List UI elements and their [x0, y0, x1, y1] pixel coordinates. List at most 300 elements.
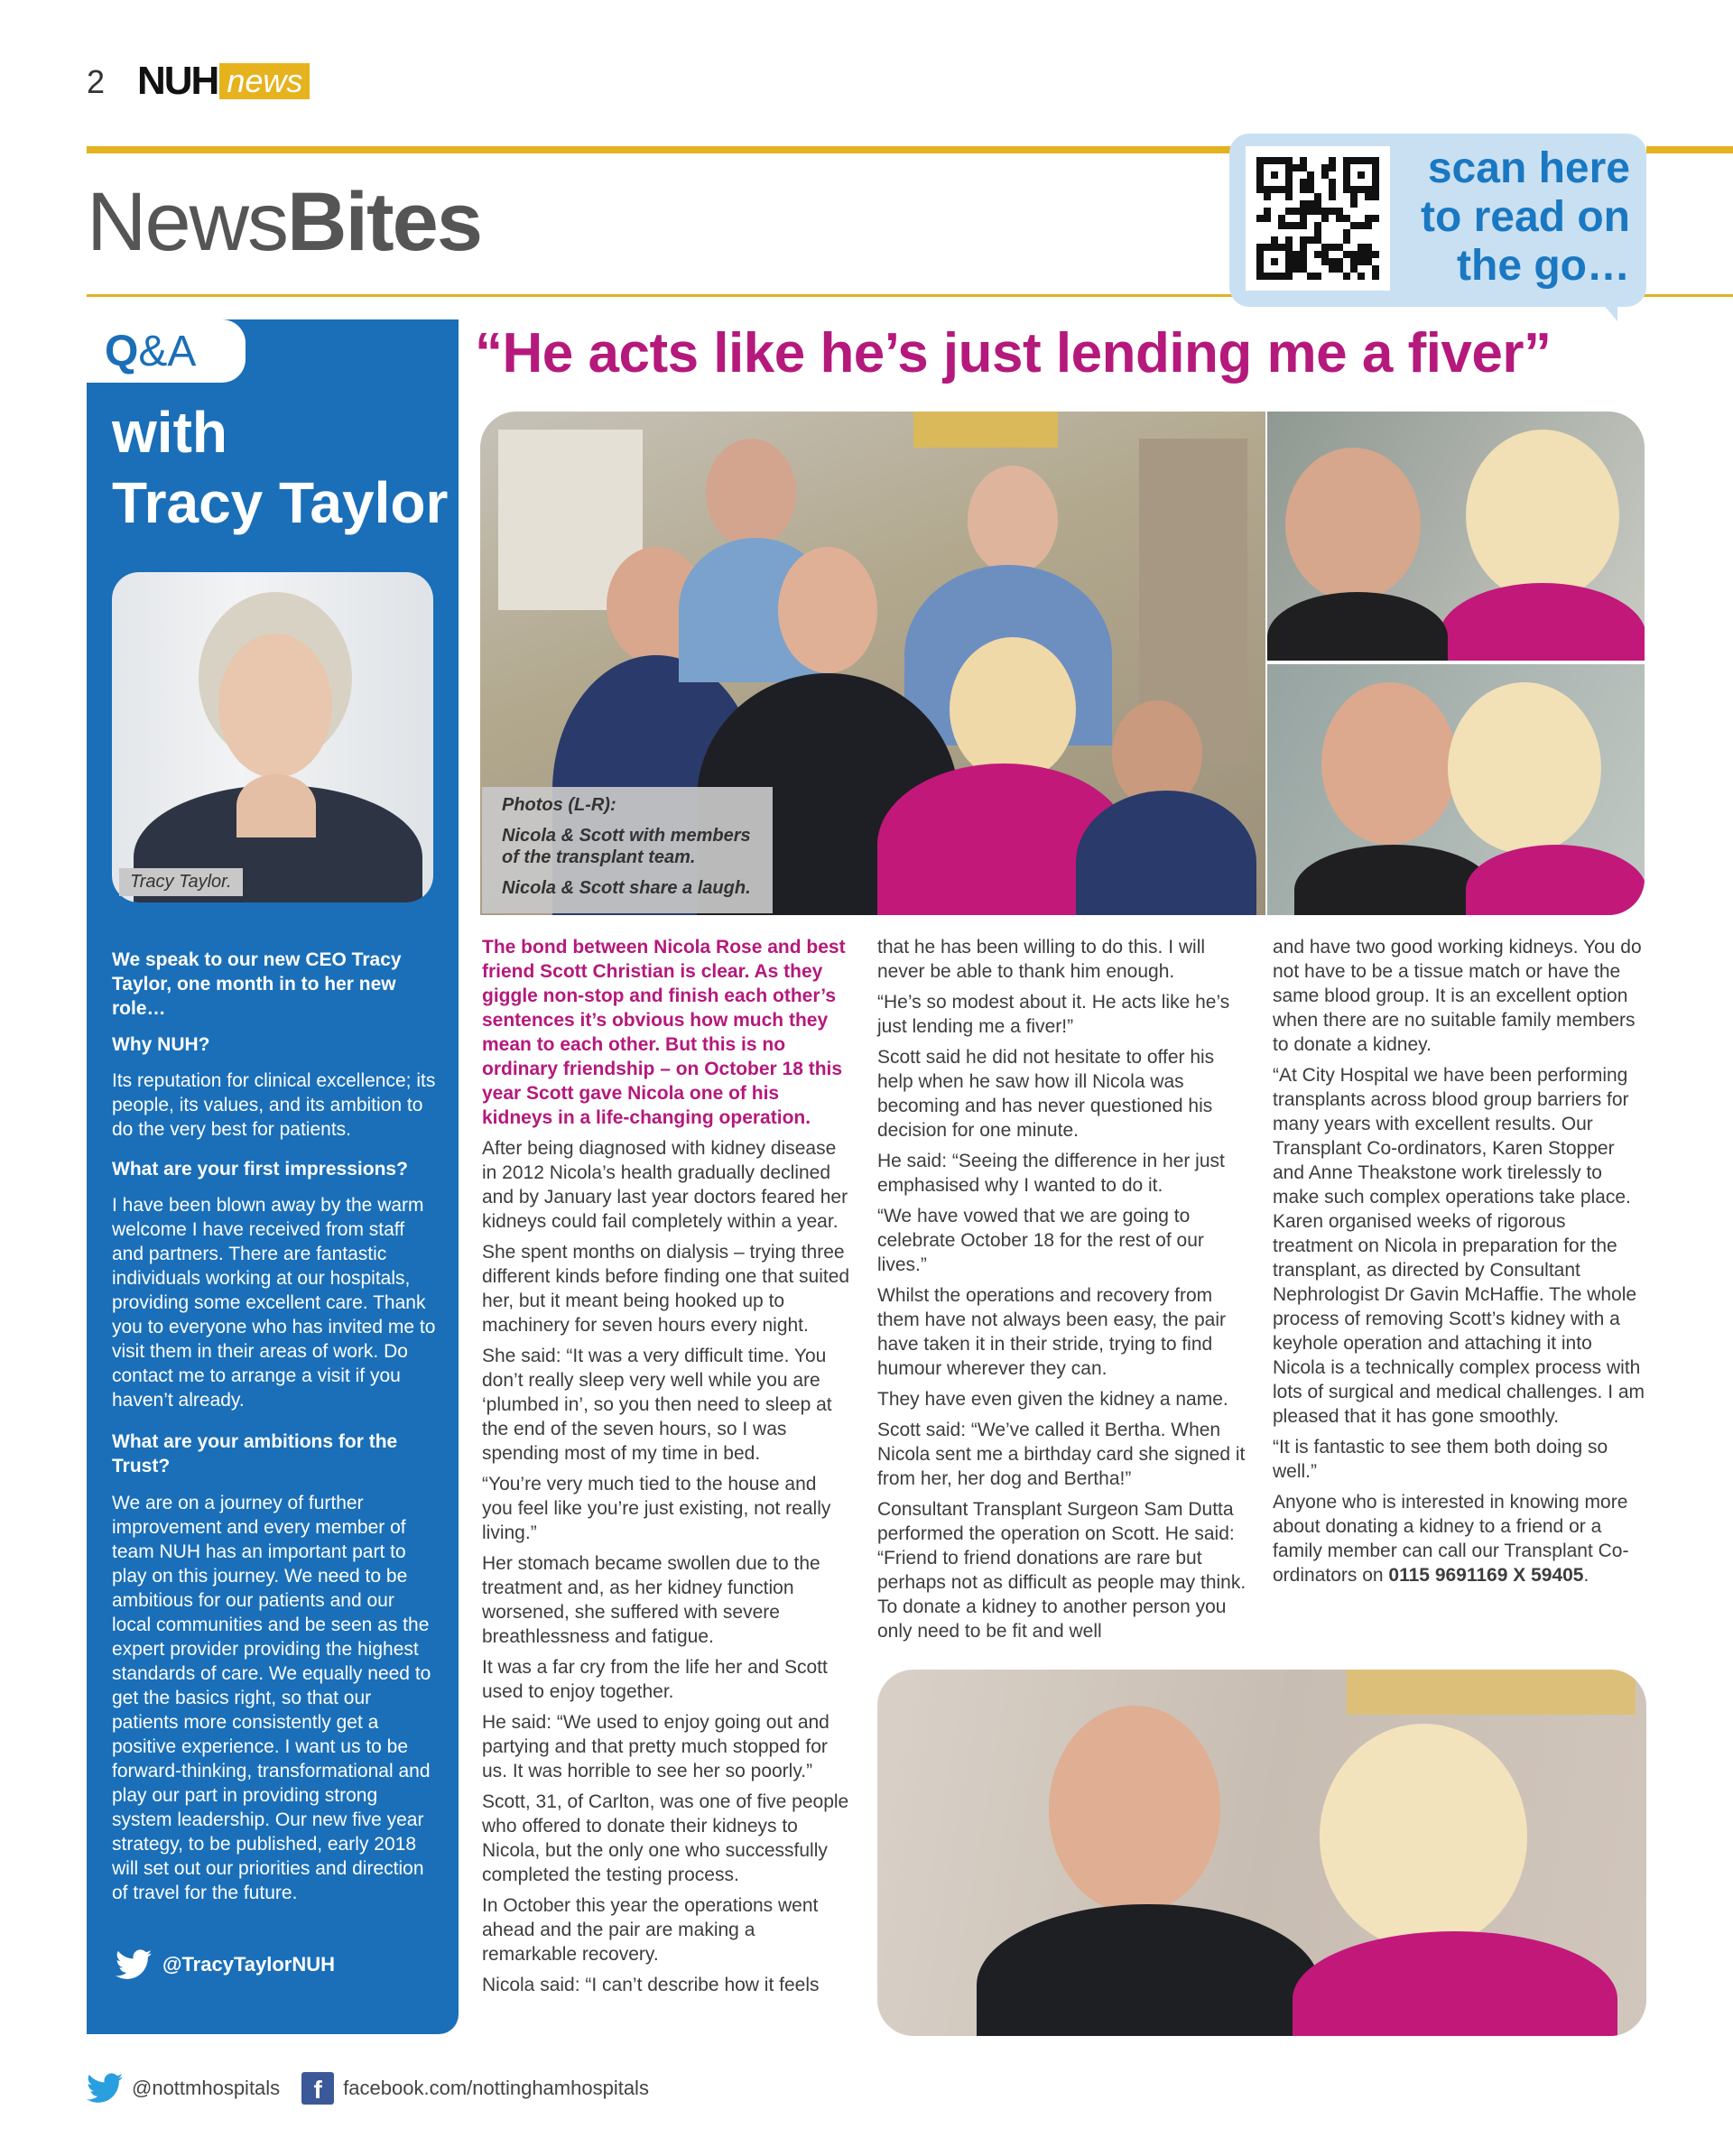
qr-module	[1358, 251, 1365, 258]
qr-module	[1358, 171, 1365, 179]
qa-answer-1: Its reputation for clinical excellence; its people, its values, and its ambition to do the very best for patients.	[112, 1070, 436, 1140]
qr-module	[1336, 236, 1343, 244]
qr-module	[1300, 229, 1307, 236]
footer-facebook-url: facebook.com/nottinghamhospitals	[343, 2077, 649, 2099]
qr-module	[1314, 244, 1321, 251]
qr-module	[1285, 265, 1293, 273]
qr-module	[1271, 157, 1278, 164]
qr-module	[1256, 179, 1264, 186]
article-closing-paragraph	[1273, 1490, 1646, 1587]
article-paragraph: Scott said: “We’ve called it Bertha. When Nicola sent me a birthday card she signed it from her, her dog and Bertha!”	[877, 1420, 1246, 1489]
qr-line-3: the go…	[1457, 242, 1630, 290]
qr-module	[1372, 258, 1379, 265]
qr-module	[1343, 258, 1350, 265]
qr-module	[1264, 164, 1271, 171]
article-paragraph: Whilst the operations and recovery from them have not always been easy, the pair have taken it in their stride, trying to find humour wherever they can.	[877, 1285, 1227, 1379]
qr-module	[1278, 193, 1285, 200]
qr-module	[1300, 273, 1307, 280]
qr-module	[1307, 164, 1314, 171]
qr-module	[1264, 215, 1271, 222]
qr-module	[1336, 258, 1343, 265]
qr-module	[1264, 236, 1271, 244]
qr-module	[1307, 229, 1314, 236]
qr-module	[1329, 236, 1336, 244]
article-paragraph: Scott said he did not hesitate to offer his help when he saw how ill Nicola was becoming and has never questioned his decision for one minute.	[877, 1047, 1215, 1141]
qr-module	[1358, 164, 1365, 171]
qr-module	[1285, 193, 1293, 200]
qr-module	[1307, 200, 1314, 208]
qa-question-2: What are your first impressions?	[112, 1159, 408, 1180]
nicola-head-portrait	[1320, 1724, 1527, 1949]
qr-module	[1321, 208, 1329, 215]
ceo-twitter-link[interactable]	[116, 1949, 335, 1980]
footer-facebook-link[interactable]	[301, 2072, 649, 2105]
qa-heading	[112, 397, 455, 538]
scott-body-hug	[1294, 845, 1493, 915]
qa-heading-line-1: with	[112, 400, 227, 465]
qr-module	[1314, 273, 1321, 280]
qr-module	[1358, 157, 1365, 164]
section-title	[87, 177, 481, 267]
qr-module	[1256, 171, 1264, 179]
qr-module	[1271, 251, 1278, 258]
qr-module	[1300, 208, 1307, 215]
qr-module	[1278, 157, 1285, 164]
qr-module	[1256, 222, 1264, 229]
portrait-caption: Tracy Taylor.	[119, 868, 243, 896]
logo-nuh-text: NUH	[137, 59, 218, 103]
qr-module	[1365, 157, 1372, 164]
qa-answer-2: I have been blown away by the warm welcome I have received from staff and partners. There are fantastic individuals working at our hospitals, providing some excellent care. Thank you to everyone who has invited me to visit them in their areas of work. Do contact me to arrange a visit if you haven’t already.	[112, 1195, 436, 1411]
qr-module	[1336, 179, 1343, 186]
qr-module	[1314, 157, 1321, 164]
qr-module	[1343, 157, 1350, 164]
qr-module	[1264, 258, 1271, 265]
article-paragraph: They have even given the kidney a name.	[877, 1389, 1228, 1410]
qr-module	[1271, 215, 1278, 222]
qr-module	[1264, 186, 1271, 193]
portrait-face	[218, 634, 332, 778]
qr-module	[1293, 273, 1300, 280]
qr-module	[1365, 236, 1372, 244]
qr-module	[1321, 258, 1329, 265]
qr-module	[1372, 157, 1379, 164]
qr-module	[1336, 208, 1343, 215]
qr-module	[1278, 251, 1285, 258]
qr-module	[1271, 236, 1278, 244]
qr-module	[1365, 265, 1372, 273]
qr-module	[1256, 208, 1264, 215]
qr-module	[1256, 236, 1264, 244]
article-paragraph: “At City Hospital we have been performing transplants across blood group barriers for many years with excellent results. Our Transplant Co-ordinators, Karen Stopper and Anne Theakstone work tirelessly to make such complex operations take place. Karen organised weeks of rigorous treatment on Nicola in preparation for the transplant, as directed by Consultant Nephrologist Dr Gavin McHaffie. The whole process of removing Scott’s kidney with a keyhole operation and attaching it into Nicola is a technically complex process with lots of surgical and medical challenges. I am pleased that it has gone smoothly.	[1273, 1065, 1645, 1427]
qr-module	[1278, 236, 1285, 244]
qr-prompt	[1399, 144, 1630, 291]
qr-module	[1293, 215, 1300, 222]
qr-module	[1372, 222, 1379, 229]
qr-module	[1350, 222, 1358, 229]
qr-module	[1343, 229, 1350, 236]
page-number: 2	[87, 63, 106, 100]
qr-module	[1329, 208, 1336, 215]
qr-module	[1336, 200, 1343, 208]
qr-module	[1307, 244, 1314, 251]
article-paragraph: Nicola said: “I can’t describe how it feels	[482, 1975, 820, 1995]
qr-module	[1329, 251, 1336, 258]
qr-module	[1264, 171, 1271, 179]
qr-module	[1300, 186, 1307, 193]
qr-module	[1329, 179, 1336, 186]
qr-module	[1350, 265, 1358, 273]
qr-module	[1365, 171, 1372, 179]
qr-module	[1307, 186, 1314, 193]
qr-module	[1300, 171, 1307, 179]
qa-tab-label	[105, 327, 196, 377]
qr-module	[1358, 236, 1365, 244]
qr-module	[1314, 215, 1321, 222]
qa-question-1: Why NUH?	[112, 1034, 210, 1055]
qr-module	[1278, 200, 1285, 208]
qr-module	[1285, 200, 1293, 208]
qr-module	[1278, 265, 1285, 273]
qr-module	[1358, 222, 1365, 229]
article-paragraph: Consultant Transplant Surgeon Sam Dutta performed the operation on Scott. He said: “Friend to friend donations are rare but perhaps not as difficult as people may think. To donate a kidney to another person you only need to be fit and well	[877, 1499, 1246, 1642]
article-paragraph: She spent months on dialysis – trying three different kinds before finding one that suited her, but it meant being hooked up to machinery for seven hours every night.	[482, 1242, 850, 1336]
qr-module	[1307, 251, 1314, 258]
qr-module	[1264, 265, 1271, 273]
qr-module	[1343, 200, 1350, 208]
qr-module	[1321, 265, 1329, 273]
article-paragraph: “We have vowed that we are going to celebrate October 18 for the rest of our lives.”	[877, 1206, 1204, 1275]
qr-module	[1300, 258, 1307, 265]
qr-module	[1300, 215, 1307, 222]
qr-module	[1321, 222, 1329, 229]
twitter-bird-icon	[116, 1949, 152, 1980]
qr-module	[1321, 164, 1329, 171]
qr-module	[1300, 157, 1307, 164]
scott-body-laugh	[1267, 592, 1448, 661]
qr-module	[1293, 251, 1300, 258]
qr-module	[1372, 265, 1379, 273]
nicola-head-hug	[1448, 682, 1601, 854]
qr-module	[1300, 193, 1307, 200]
qr-module	[1256, 258, 1264, 265]
qr-module	[1264, 193, 1271, 200]
qa-question-3: What are your ambitions for the Trust?	[112, 1431, 398, 1476]
qr-module	[1358, 273, 1365, 280]
qr-module	[1271, 193, 1278, 200]
qa-intro: We speak to our new CEO Tracy Taylor, one month in to her new role…	[112, 949, 402, 1019]
qr-module	[1307, 157, 1314, 164]
top-yellow-rule-right	[1646, 146, 1733, 153]
qr-module	[1264, 222, 1271, 229]
qr-module	[1329, 229, 1336, 236]
qr-module	[1307, 193, 1314, 200]
qr-module	[1307, 273, 1314, 280]
qr-module	[1321, 236, 1329, 244]
qa-tab-q: Q	[105, 328, 139, 375]
qr-module	[1293, 157, 1300, 164]
qr-module	[1278, 244, 1285, 251]
qr-module	[1336, 157, 1343, 164]
qr-module	[1358, 179, 1365, 186]
qr-module	[1365, 164, 1372, 171]
qr-module	[1293, 244, 1300, 251]
qr-module	[1321, 171, 1329, 179]
article-paragraph: “It is fantastic to see them both doing so well.”	[1273, 1437, 1608, 1482]
qr-module	[1307, 236, 1314, 244]
qr-module	[1264, 273, 1271, 280]
qr-module	[1329, 193, 1336, 200]
qr-module	[1329, 164, 1336, 171]
article-paragraph: Scott, 31, of Carlton, was one of five people who offered to donate their kidneys to Nicola, but the only one who successfully completed the testing process.	[482, 1791, 849, 1885]
qr-module	[1336, 251, 1343, 258]
qr-module	[1329, 258, 1336, 265]
qr-module	[1358, 200, 1365, 208]
qr-module	[1271, 179, 1278, 186]
qr-module	[1343, 251, 1350, 258]
qr-module	[1314, 251, 1321, 258]
qr-module	[1314, 222, 1321, 229]
qr-module	[1300, 200, 1307, 208]
qr-module	[1372, 193, 1379, 200]
article-headline: “He acts like he’s just lending me a fiver”	[475, 322, 1552, 384]
qr-module	[1300, 222, 1307, 229]
top-yellow-rule	[87, 146, 1242, 153]
footer-twitter-link[interactable]	[87, 2073, 280, 2104]
qr-module	[1321, 200, 1329, 208]
qr-module	[1307, 179, 1314, 186]
qr-module	[1350, 236, 1358, 244]
footer-twitter-handle: @nottmhospitals	[132, 2077, 281, 2099]
qr-module	[1358, 265, 1365, 273]
qr-module	[1271, 222, 1278, 229]
qr-module	[1256, 215, 1264, 222]
qr-module	[1307, 258, 1314, 265]
qr-module	[1271, 258, 1278, 265]
closing-text: Anyone who is interested in knowing more about donating a kidney to a friend or a family member can call our Transplant Co-ordinators on	[1273, 1492, 1629, 1586]
person-4-head	[778, 547, 877, 673]
qr-module	[1264, 179, 1271, 186]
qr-module	[1372, 200, 1379, 208]
qr-module	[1372, 171, 1379, 179]
qr-module	[1278, 215, 1285, 222]
qr-module	[1307, 222, 1314, 229]
qr-module	[1343, 222, 1350, 229]
qr-module	[1307, 215, 1314, 222]
qr-module	[1264, 251, 1271, 258]
qr-module	[1336, 244, 1343, 251]
scott-head-portrait	[1049, 1706, 1220, 1913]
qr-module	[1300, 265, 1307, 273]
qr-module	[1358, 229, 1365, 236]
person-3-head	[968, 466, 1058, 574]
qr-module	[1365, 244, 1372, 251]
qr-module	[1300, 164, 1307, 171]
qa-heading-line-2: Tracy Taylor	[112, 470, 449, 535]
qr-module	[1365, 215, 1372, 222]
qr-module	[1285, 164, 1293, 171]
nicola-scott-hug-photo	[1267, 664, 1645, 915]
qr-module	[1321, 215, 1329, 222]
qr-module	[1372, 251, 1379, 258]
qr-module	[1278, 186, 1285, 193]
qr-module	[1278, 171, 1285, 179]
article-paragraph: It was a far cry from the life her and Scott used to enjoy together.	[482, 1657, 828, 1702]
qr-module	[1329, 265, 1336, 273]
qr-module	[1321, 273, 1329, 280]
nuh-news-logo	[137, 60, 310, 103]
qr-module	[1350, 273, 1358, 280]
section-title-bold: Bites	[287, 176, 482, 268]
qr-module	[1314, 171, 1321, 179]
article-paragraph: Her stomach became swollen due to the treatment and, as her kidney function worsened, she suffered with severe breathlessness and fatigue.	[482, 1553, 820, 1647]
qr-module	[1285, 229, 1293, 236]
twitter-bird-icon	[87, 2073, 123, 2104]
qr-module	[1365, 273, 1372, 280]
qr-module	[1271, 244, 1278, 251]
qr-module	[1314, 265, 1321, 273]
qr-module	[1343, 179, 1350, 186]
portrait-neckline	[236, 774, 316, 837]
qr-module	[1293, 200, 1300, 208]
qr-module	[1372, 164, 1379, 171]
scott-head-laugh	[1285, 448, 1421, 601]
qr-module	[1271, 200, 1278, 208]
qr-module	[1307, 171, 1314, 179]
qr-module	[1350, 164, 1358, 171]
qr-module	[1365, 251, 1372, 258]
qr-module	[1343, 244, 1350, 251]
qr-code-pattern	[1256, 157, 1379, 280]
qr-line-2: to read on	[1420, 193, 1630, 241]
qr-module	[1358, 186, 1365, 193]
article-paragraph: that he has been willing to do this. I will never be able to thank him enough.	[877, 937, 1206, 982]
qr-module	[1343, 215, 1350, 222]
qr-module	[1350, 251, 1358, 258]
article-paragraph: She said: “It was a very difficult time. You don’t really sleep very well while you are ‘plumbed in’, so you then need to sleep at the end of the seven hours, so I was spending most of my time in bed.	[482, 1346, 832, 1464]
qr-module	[1278, 229, 1285, 236]
qr-module	[1307, 208, 1314, 215]
photo-caption-title: Photos (L-R):	[502, 795, 616, 815]
qr-module	[1293, 171, 1300, 179]
logo-news-text: news	[219, 63, 310, 99]
qr-module	[1271, 273, 1278, 280]
qr-module	[1285, 273, 1293, 280]
qr-module	[1365, 200, 1372, 208]
qr-module	[1300, 251, 1307, 258]
nicola-body-laugh	[1439, 583, 1645, 661]
nicola-scott-laugh-photo	[1267, 412, 1645, 661]
qr-module	[1336, 193, 1343, 200]
qr-module	[1343, 164, 1350, 171]
qr-module	[1372, 244, 1379, 251]
qr-module	[1256, 157, 1264, 164]
qr-module	[1285, 157, 1293, 164]
qr-module	[1285, 208, 1293, 215]
qr-module	[1329, 186, 1336, 193]
qr-module	[1321, 229, 1329, 236]
qr-module	[1336, 164, 1343, 171]
qr-module	[1358, 244, 1365, 251]
photo-caption	[482, 787, 773, 913]
qr-module	[1293, 164, 1300, 171]
qr-module	[1350, 179, 1358, 186]
qr-module	[1293, 229, 1300, 236]
qr-module	[1264, 229, 1271, 236]
page-footer	[87, 2072, 649, 2105]
qr-module	[1314, 193, 1321, 200]
qr-module	[1321, 193, 1329, 200]
qr-module	[1300, 179, 1307, 186]
photo-award-banner	[913, 412, 1058, 448]
article-paragraph: “He’s so modest about it. He acts like he’s just lending me a fiver!”	[877, 992, 1230, 1037]
qr-module	[1300, 244, 1307, 251]
qr-module	[1350, 229, 1358, 236]
article-paragraph: In October this year the operations went ahead and the pair are making a remarkable recovery.	[482, 1895, 819, 1965]
qr-module	[1365, 229, 1372, 236]
qr-module	[1285, 251, 1293, 258]
qr-module	[1372, 208, 1379, 215]
qr-module	[1329, 200, 1336, 208]
qr-module	[1278, 258, 1285, 265]
qr-module	[1329, 222, 1336, 229]
qr-module	[1336, 186, 1343, 193]
qr-module	[1336, 273, 1343, 280]
qr-module	[1372, 236, 1379, 244]
qr-module	[1321, 186, 1329, 193]
qr-module	[1314, 186, 1321, 193]
qr-module	[1293, 179, 1300, 186]
qr-module	[1350, 215, 1358, 222]
qr-module	[1256, 193, 1264, 200]
qr-module	[1256, 251, 1264, 258]
qr-module	[1372, 186, 1379, 193]
qr-module	[1343, 236, 1350, 244]
qr-code[interactable]	[1246, 146, 1390, 291]
qr-module	[1372, 179, 1379, 186]
qr-module	[1264, 157, 1271, 164]
qr-module	[1307, 265, 1314, 273]
qr-module	[1293, 193, 1300, 200]
qr-module	[1336, 265, 1343, 273]
qr-module	[1350, 157, 1358, 164]
qr-module	[1278, 222, 1285, 229]
qr-module	[1365, 179, 1372, 186]
qr-module	[1343, 193, 1350, 200]
qr-module	[1372, 229, 1379, 236]
qr-module	[1365, 193, 1372, 200]
article-paragraph: After being diagnosed with kidney disease in 2012 Nicola’s health gradually declined and by January last year doctors feared her kidneys could fail completely within a year.	[482, 1138, 848, 1232]
qr-module	[1336, 229, 1343, 236]
scott-body-portrait	[977, 1904, 1320, 2036]
qr-module	[1358, 258, 1365, 265]
qr-module	[1285, 215, 1293, 222]
qr-module	[1278, 179, 1285, 186]
article-paragraph: He said: “Seeing the difference in her just emphasised why I wanted to do it.	[877, 1151, 1225, 1196]
qr-module	[1314, 208, 1321, 215]
qr-module	[1358, 193, 1365, 200]
qr-module	[1293, 186, 1300, 193]
qr-module	[1329, 171, 1336, 179]
qr-line-1: scan here	[1427, 144, 1630, 192]
qr-module	[1358, 208, 1365, 215]
ceo-twitter-handle: @TracyTaylorNUH	[162, 1953, 335, 1976]
photo-award-banner-bottom	[1347, 1670, 1636, 1715]
qr-module	[1314, 200, 1321, 208]
qr-module	[1329, 215, 1336, 222]
qr-module	[1271, 229, 1278, 236]
qr-module	[1285, 244, 1293, 251]
